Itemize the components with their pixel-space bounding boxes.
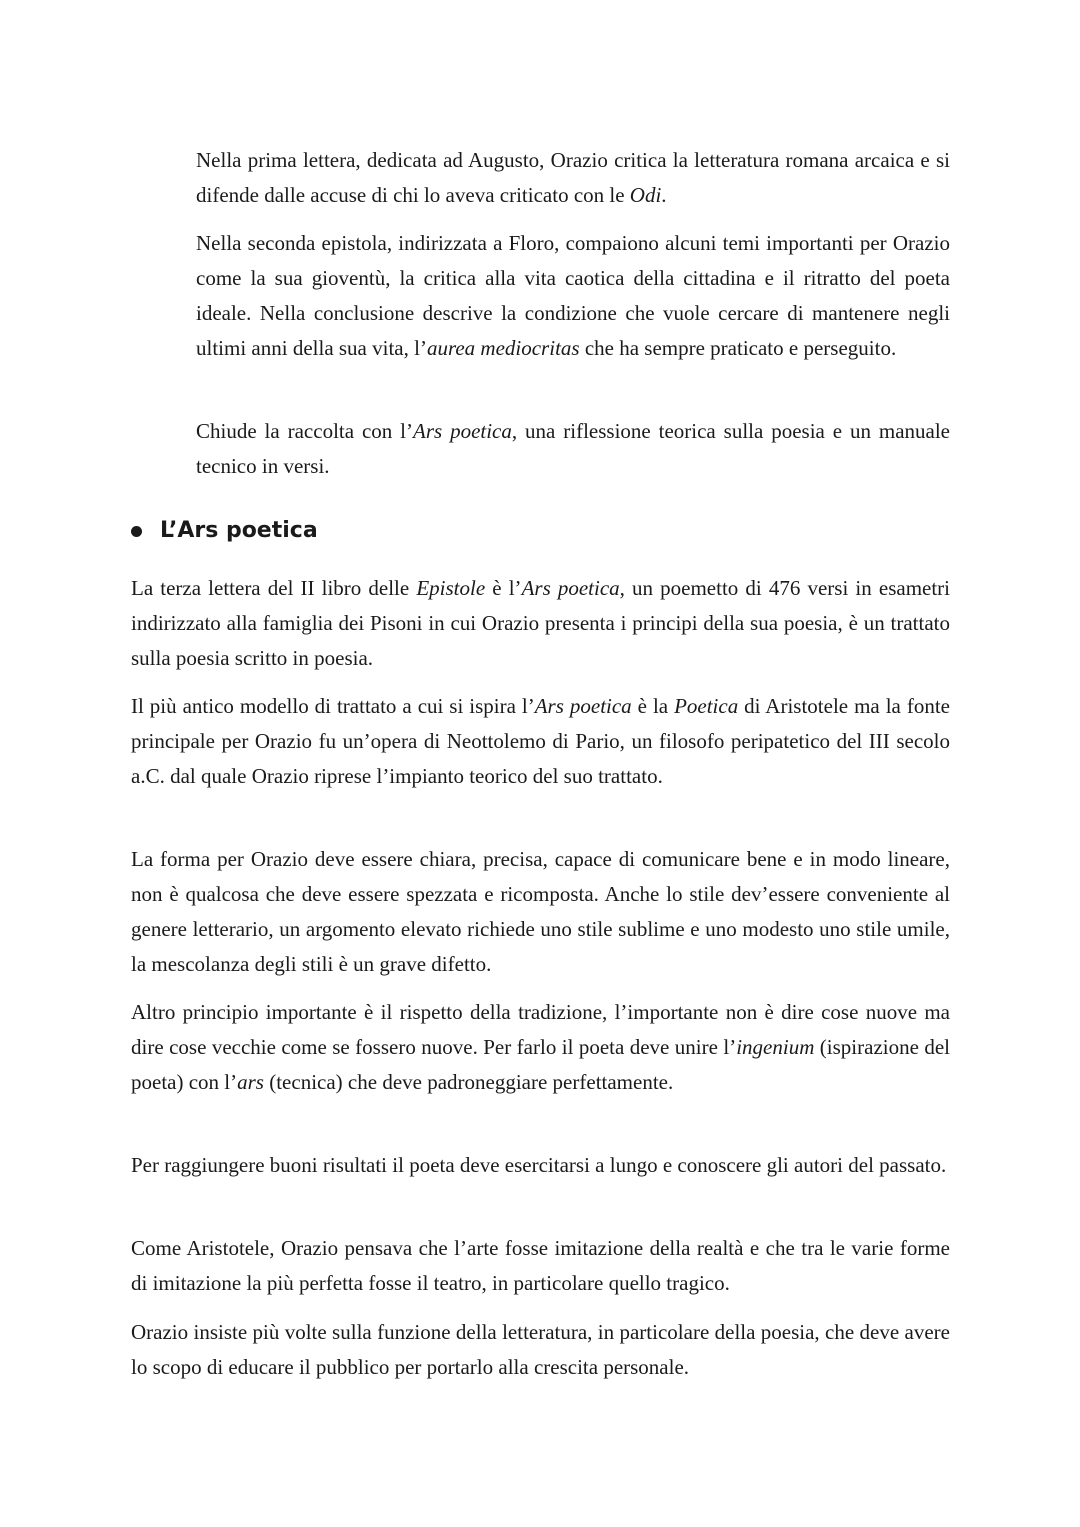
italic-text: Epistole [416, 576, 486, 600]
bullet-dot-icon [131, 526, 142, 537]
text-run: un poemetto di 476 versi in esametri indirizzato alla famiglia dei Pisoni in cui Orazio presenta i principi della sua poesia, è un trattato sulla poesia scritto in poesia. [131, 576, 951, 670]
paragraph-terza-lettera [131, 571, 950, 676]
paragraph-tradizione [131, 995, 950, 1100]
text-run: Per raggiungere buoni risultati il poeta deve esercitarsi a lungo e conoscere gli autori del passato. [131, 1153, 947, 1177]
text-run: La forma per Orazio deve essere chiara, precisa, capace di comunicare bene e in modo lineare, non è qualcosa che deve essere spezzata e ricomposta. Anche lo stile dev’essere conveniente al genere letterario, un argomento elevato richiede uno stile sublime e uno modesto uno stile umile, la mescolanza degli stili è un grave difetto. [131, 847, 950, 976]
text-run: di Aristotele ma la fonte principale per Orazio fu un’opera di Neottolemo di Pario, un filosofo peripatetico del III secolo a.C. dal quale Orazio riprese l’impianto teorico del suo trattato. [131, 694, 950, 788]
section-heading [131, 512, 318, 550]
paragraph-prima-lettera [196, 143, 950, 213]
text-run: Altro principio importante è il rispetto della tradizione, l’importante non è dire cose nuove ma dire cose vecchie come se fossero nuove. Per farlo il poeta deve unire l’ [131, 1000, 950, 1059]
text-run: (tecnica) che deve padroneggiare perfettamente. [263, 1070, 674, 1094]
text-run: (ispirazione del poeta) con l’ [131, 1035, 951, 1094]
text-run: . [661, 183, 667, 207]
italic-text: aurea mediocritas [426, 336, 580, 360]
paragraph-funzione-letteratura [131, 1315, 950, 1385]
italic-text: Ars poetica [413, 419, 512, 443]
text-run: , una riflessione teorica sulla poesia e un manuale tecnico in versi. [196, 419, 950, 478]
text-run: Come Aristotele, Orazio pensava che l’arte fosse imitazione della realtà e che tra le varie forme di imitazione la più perfetta fosse il teatro, in particolare quello tragico. [131, 1236, 950, 1295]
paragraph-modello-trattato [131, 689, 950, 794]
paragraph-seconda-epistola [196, 226, 950, 366]
text-run: è l’ [485, 576, 522, 600]
section-heading-text: L’Ars poetica [160, 518, 318, 543]
text-run: Il più antico modello di trattato a cui si ispira l’ [131, 694, 535, 718]
italic-text: Ars poetica [534, 694, 632, 718]
text-run: che ha sempre praticato e perseguito. [579, 336, 897, 360]
italic-text: Ars poetica, [521, 576, 625, 600]
italic-text: Odi [629, 183, 662, 207]
italic-text: Poetica [674, 694, 739, 718]
text-run: è la [631, 694, 675, 718]
paragraph-aristotele [131, 1231, 950, 1301]
italic-text: ars [237, 1070, 264, 1094]
italic-text: ingenium [736, 1035, 815, 1059]
text-run: La terza lettera del II libro delle [131, 576, 417, 600]
text-run: Orazio insiste più volte sulla funzione della letteratura, in particolare della poesia, che deve avere lo scopo di educare il pubblico per portarlo alla crescita personale. [131, 1320, 950, 1379]
text-run: Chiude la raccolta con l’ [196, 419, 413, 443]
paragraph-buoni-risultati [131, 1148, 950, 1183]
text-run: Nella seconda epistola, indirizzata a Floro, compaiono alcuni temi importanti per Orazio come la sua gioventù, la critica alla vita caotica della cittadina e il ritratto del poeta ideale. Nella conclusione descrive la condizione che vuole cercare di mantenere negli ultimi anni della sua vita, l’ [196, 231, 950, 360]
paragraph-forma [131, 842, 950, 982]
paragraph-chiude-raccolta [196, 414, 950, 484]
text-run: Nella prima lettera, dedicata ad Augusto, Orazio critica la letteratura romana arcaica e si difende dalle accuse di chi lo aveva criticato con le [196, 148, 950, 207]
